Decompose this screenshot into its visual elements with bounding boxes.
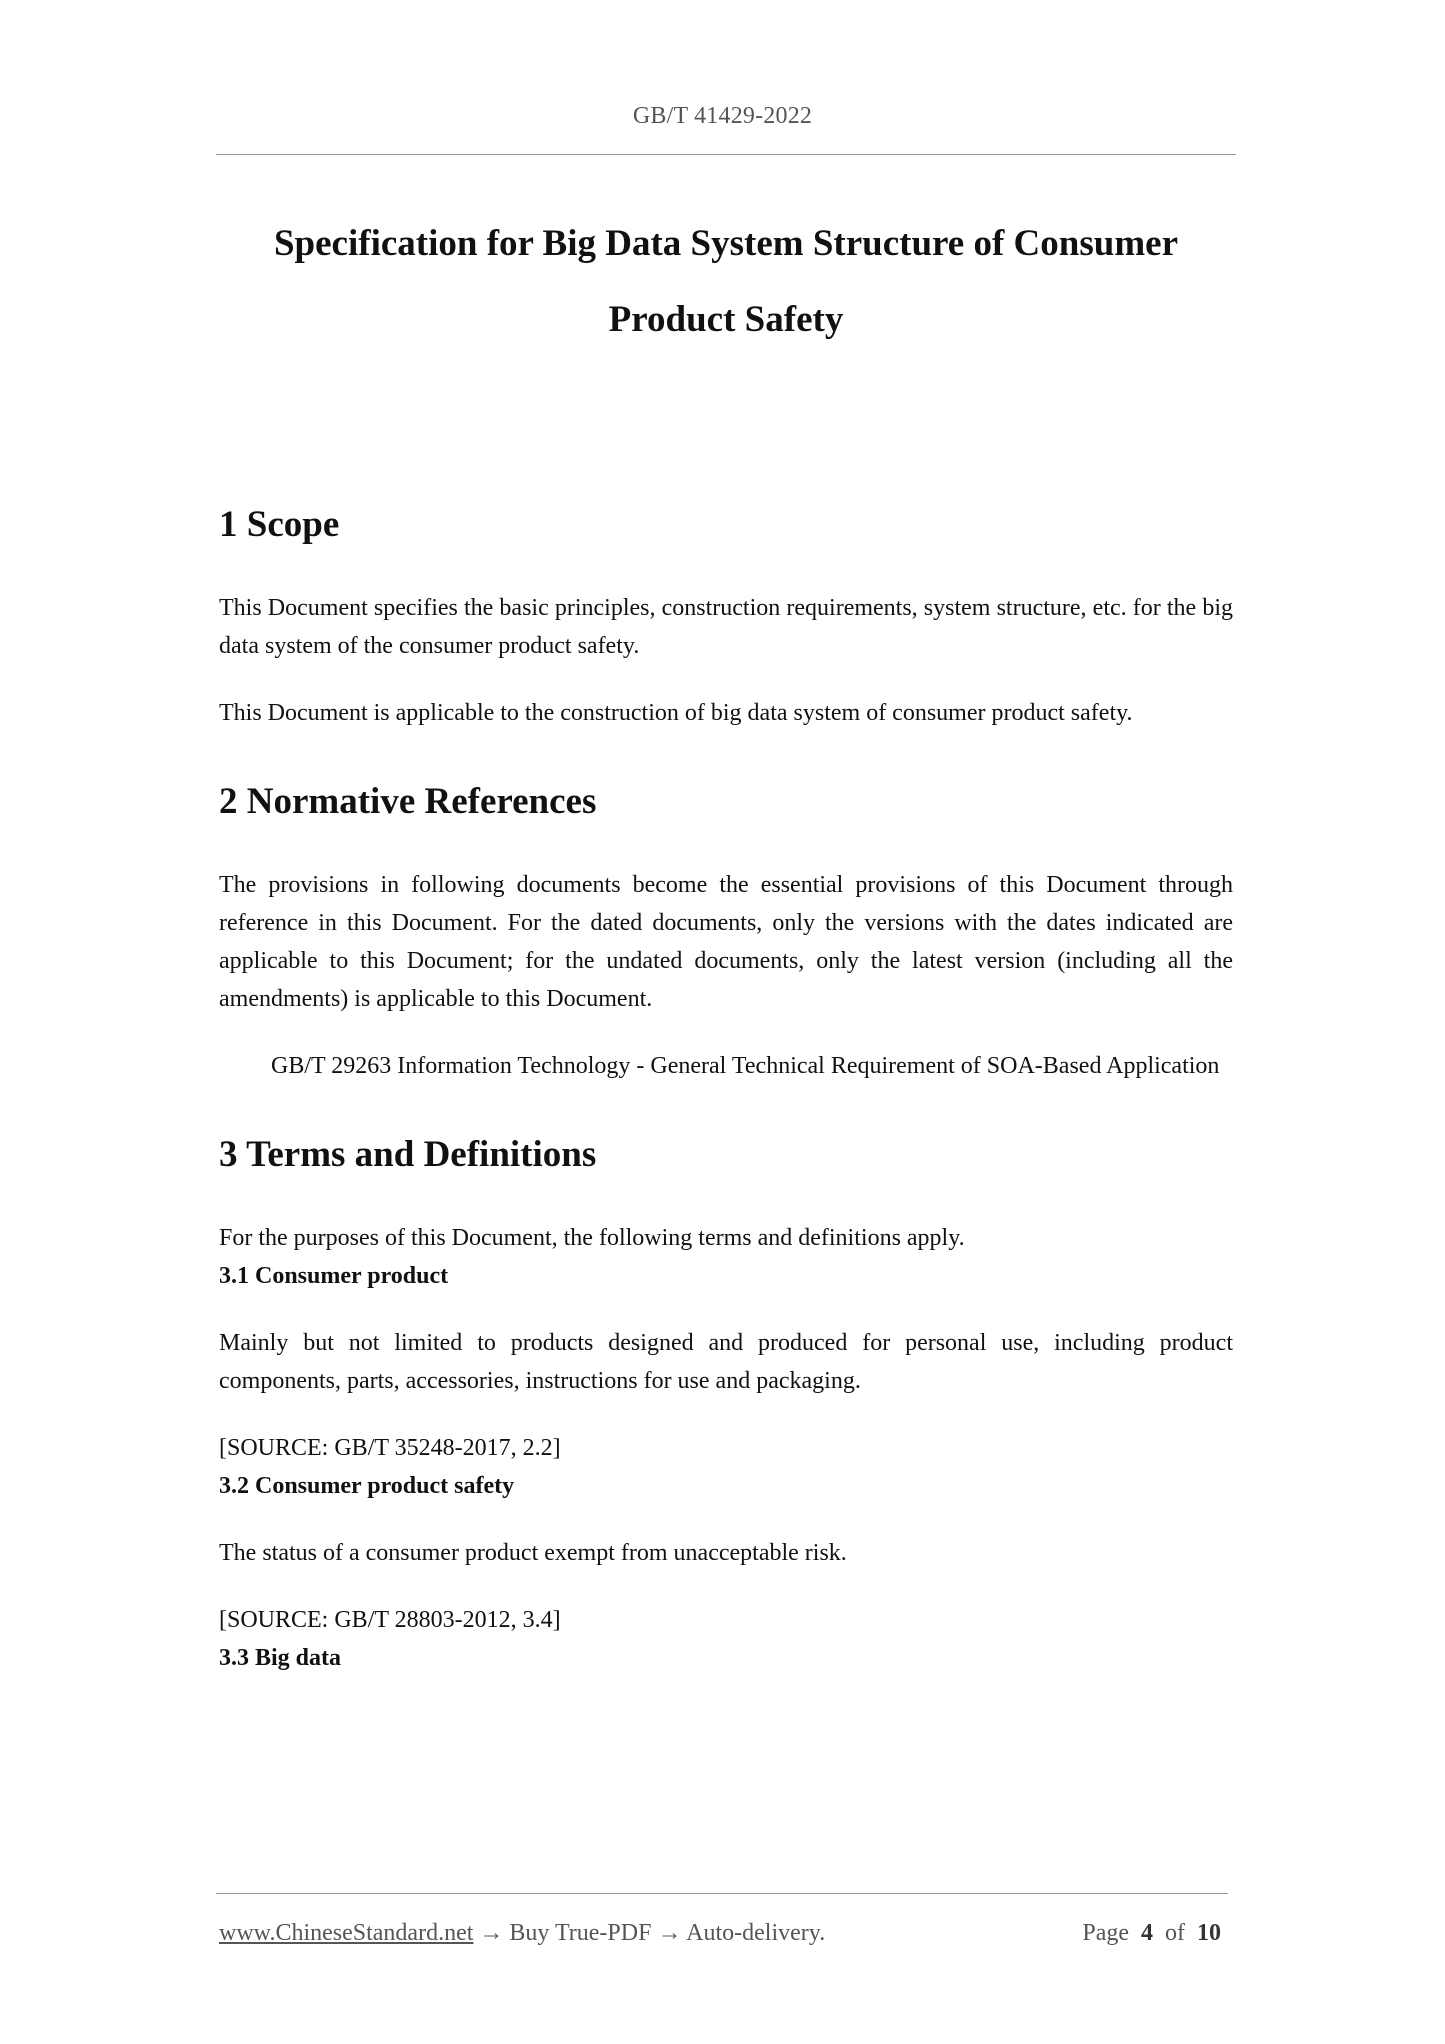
- document-title: [216, 206, 1236, 358]
- header-document-code: GB/T 41429-2022: [632, 103, 813, 129]
- header-divider: [216, 154, 1236, 155]
- scope-paragraph-2: This Document is applicable to the construction of big data system of consumer product safety.: [219, 700, 1133, 726]
- document-title-line-2: Product Safety: [608, 299, 844, 340]
- arrow-right-icon: →: [657, 1920, 682, 1946]
- document-body: [219, 495, 1233, 1677]
- footer-delivery-text: Auto-delivery.: [686, 1920, 826, 1946]
- document-title-line-1: Specification for Big Data System Structure of Consumer: [273, 223, 1178, 264]
- section-heading-terms-definitions: 3 Terms and Definitions: [219, 1134, 597, 1175]
- term-3-2-title: 3.2 Consumer product safety: [219, 1473, 515, 1499]
- section-heading-normative-references: 2 Normative References: [219, 781, 597, 822]
- page-indicator: [1082, 1913, 1227, 1953]
- page-footer: [219, 1913, 1227, 1953]
- term-3-2-definition: The status of a consumer product exempt from unacceptable risk.: [219, 1540, 847, 1566]
- term-3-1-definition: Mainly but not limited to products designed and produced for personal use, including product components, parts, accessories, instructions for use and packaging.: [219, 1330, 1233, 1394]
- term-3-1-source: [SOURCE: GB/T 35248-2017, 2.2]: [219, 1435, 561, 1461]
- page-current-number: 4: [1141, 1920, 1153, 1946]
- page-of-label: of: [1165, 1920, 1185, 1946]
- arrow-right-icon: →: [479, 1920, 504, 1946]
- page-label: Page: [1082, 1920, 1129, 1946]
- normative-paragraph: The provisions in following documents become the essential provisions of this Document through reference in this Document. For the dated documents, only the versions with the dates indicated are applicable to this Document; for the undated documents, only the latest version (including all the amendments) is applicable to this Document.: [219, 872, 1233, 1012]
- footer-buy-text: Buy True-PDF: [509, 1920, 652, 1946]
- terms-intro: For the purposes of this Document, the following terms and definitions apply.: [219, 1225, 965, 1251]
- term-3-2-source: [SOURCE: GB/T 28803-2012, 3.4]: [219, 1607, 561, 1633]
- footer-divider: [216, 1893, 1228, 1894]
- term-3-3-title: 3.3 Big data: [219, 1645, 342, 1671]
- scope-paragraph-1: This Document specifies the basic principles, construction requirements, system structure, etc. for the big data system of the consumer product safety.: [219, 595, 1233, 659]
- section-heading-scope: 1 Scope: [219, 504, 340, 545]
- term-3-1-title: 3.1 Consumer product: [219, 1263, 449, 1289]
- normative-reference-item: GB/T 29263 Information Technology - General Technical Requirement of SOA-Based Application: [271, 1053, 1220, 1079]
- footer-website-link[interactable]: www.ChineseStandard.net: [219, 1920, 474, 1946]
- page-total-number: 10: [1197, 1920, 1221, 1946]
